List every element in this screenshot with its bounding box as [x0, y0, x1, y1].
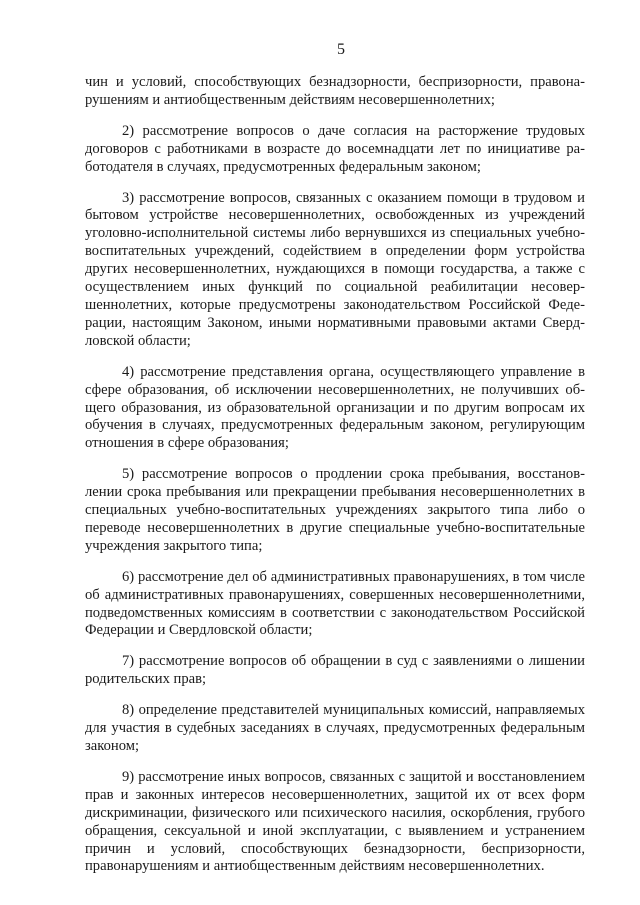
- paragraph-item-4: 4) рассмотрение представления органа, осуществляющего управление в сфере образования, об исключении несовершеннолетних, не получивших общего образования, из образовательной организации и по другим вопросам их обучения в случаях, предусмотренных федеральным законом, регулирующим отношения в сфере образования;: [85, 363, 585, 452]
- paragraph-item-3: 3) рассмотрение вопросов, связанных с оказанием помощи в трудовом и бытовом устройстве несовершеннолетних, освобожденных из учреждений уголовно-исполнительной системы либо вернувшихся из специальных учебно-воспитательных учреждений, содействием в определении форм устройства других несовершеннолетних, нуждающихся в помощи государства, а также с осуществлением иных функций по социальной реабилитации несовершеннолетних, которые предусмотрены законодательством Российской Федерации, настоящим Законом, иными нормативными правовыми актами Свердловской области;: [85, 189, 585, 349]
- page-number: 5: [337, 41, 345, 58]
- paragraph-item-5: 5) рассмотрение вопросов о продлении срока пребывания, восстановлении срока пребывания или прекращении пребывания несовершеннолетних в специальных учебно-воспитательных учреждениях закрытого типа либо о переводе несовершеннолетних в другие специальные учебно-воспитательные учреждения закрытого типа;: [85, 466, 585, 554]
- paragraph-continuation: чин и условий, способствующих безнадзорности, беспризорности, правонарушениям и антиобщественным действиям несовершеннолетних;: [85, 74, 585, 108]
- paragraph-item-2: 2) рассмотрение вопросов о даче согласия на расторжение трудовых договоров с работниками в возрасте до восемнадцати лет по инициативе работодателя в случаях, предусмотренных федеральным законом;: [85, 122, 585, 175]
- paragraph-item-6: 6) рассмотрение дел об административных правонарушениях, в том числе об административных правонарушениях, совершенных несовершеннолетними, подведомственных комиссиям в соответствии с законодательством Российской Федерации и Свердловской области;: [85, 568, 585, 639]
- paragraph-item-9: 9) рассмотрение иных вопросов, связанных с защитой и восстановлением прав и законных интересов несовершеннолетних, защитой их от всех форм дискриминации, физического или психического насилия, оскорбления, грубого обращения, сексуальной и иной эксплуатации, с выявлением и устранением причин и условий, способствующих безнадзорности, беспризорности, правонарушениям и антиобщественным действиям несовершеннолетних.: [85, 768, 585, 875]
- document-page: [85, 40, 585, 889]
- paragraph-item-8: 8) определение представителей муниципальных комиссий, направляемых для участия в судебных заседаниях в случаях, предусмотренных федеральным законом;: [85, 702, 585, 754]
- paragraph-item-7: 7) рассмотрение вопросов об обращении в суд с заявлениями о лишении родительских прав;: [85, 653, 585, 688]
